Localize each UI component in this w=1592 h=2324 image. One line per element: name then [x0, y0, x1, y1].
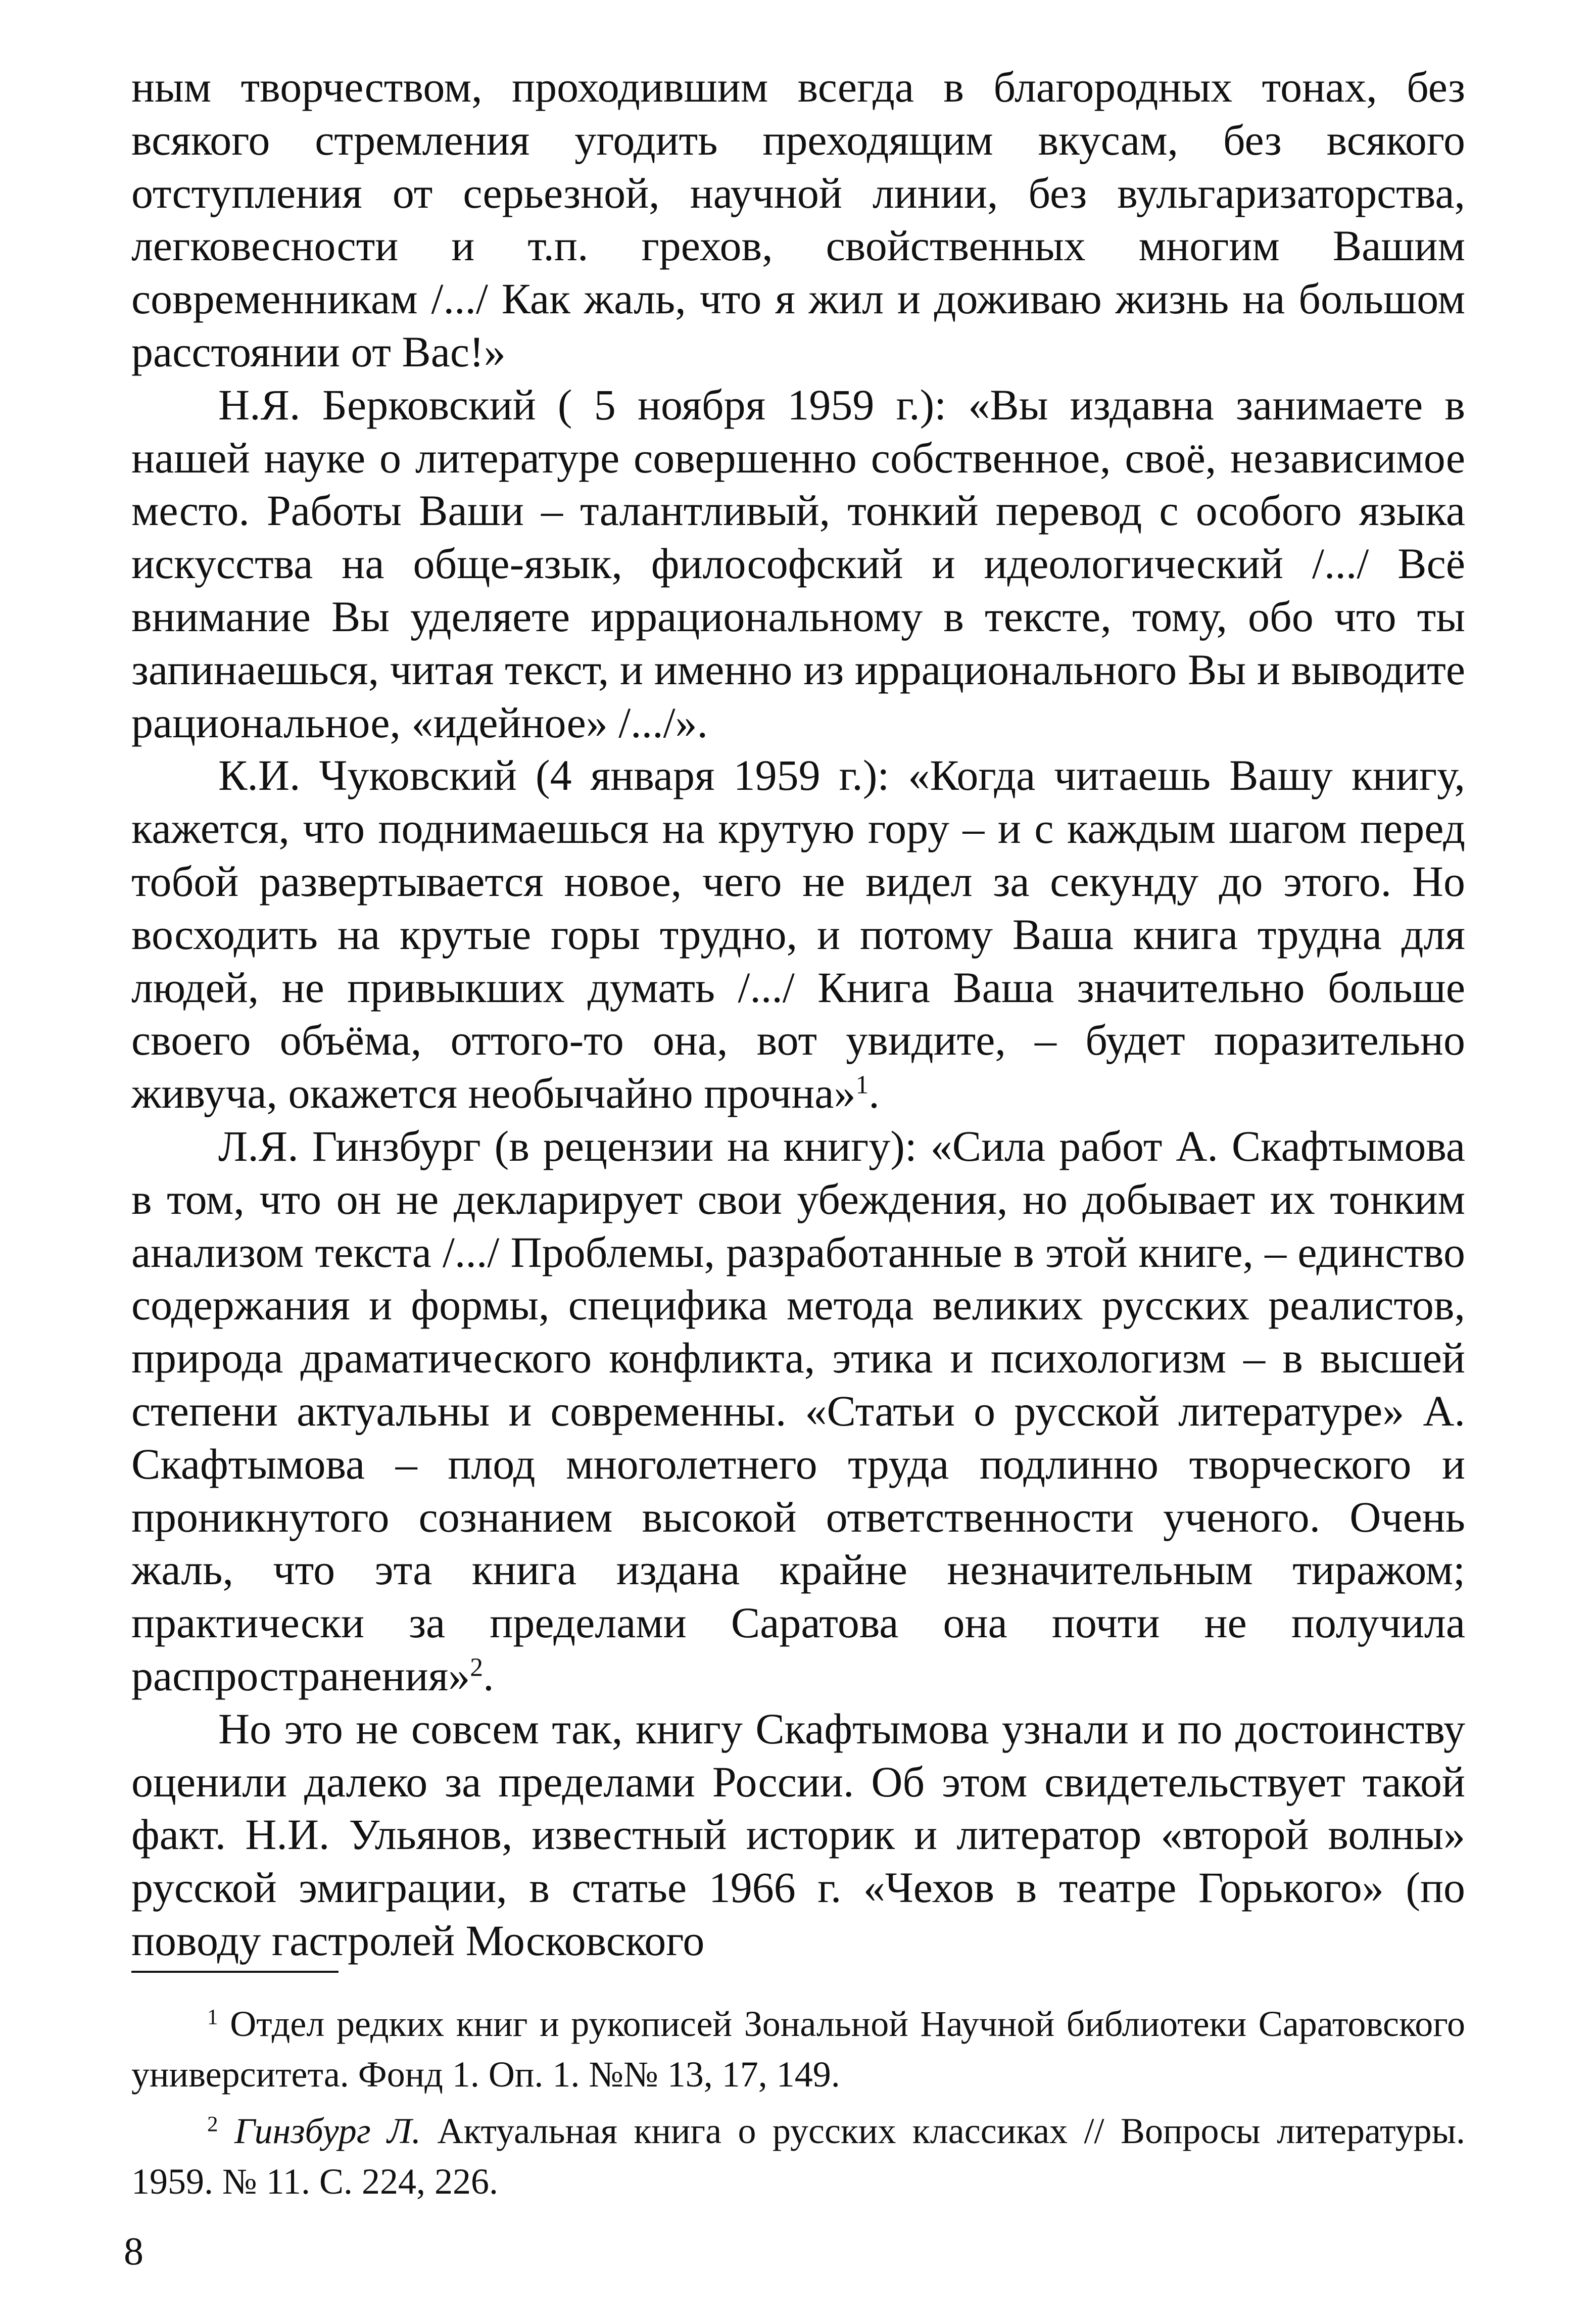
paragraph-berkovsky — [131, 378, 1465, 749]
footnote-mark-1: 1 — [207, 2005, 218, 2029]
footnote-ref-2[interactable]: 2 — [470, 1653, 484, 1682]
footnote-text: Актуальная книга о русских классиках // Вопросы литературы. 1959. № 11. С. 224, 226. — [131, 2111, 1465, 2202]
footnote-ref-1[interactable]: 1 — [855, 1070, 869, 1100]
footnote-mark-2: 2 — [207, 2112, 218, 2137]
footnote-divider — [131, 1971, 339, 1973]
paragraph-continuation — [131, 61, 1465, 378]
paragraph-text: ным творчеством, проходившим всегда в благородных тонах, без всякого стремления угодить преходящим вкусам, без всякого отступления от серьезной, научной линии, без вульгаризаторства, легковесности и т.п. грехов, свойственных многим Вашим современникам /.../ Как жаль, что я жил и доживаю жизнь на большом расстоянии от Вас!» — [131, 63, 1465, 376]
paragraph-text: К.И. Чуковский (4 января 1959 г.): «Когда читаешь Вашу книгу, кажется, что поднимаешься на крутую гору – и с каждым шагом перед тобой развертывается новое, чего не видел за секунду до этого. Но восходить на крутые горы трудно, и потому Ваша книга трудна для людей, не привыкших думать /.../ Книга Ваша значительно больше своего объёма, оттого-то она, вот увидите, – будет поразительно живуча, окажется необычайно прочна» — [131, 751, 1465, 1118]
paragraph-chukovsky — [131, 749, 1465, 1120]
paragraph-text: Но это не совсем так, книгу Скафтымова узнали и по достоинству оценили далеко за пределами России. Об этом свидетельствует такой факт. Н.И. Ульянов, известный историк и литератор «второй волны» русской эмиграции, в статье 1966 г. «Чехов в театре Горького» (по поводу гастролей Московского — [131, 1704, 1465, 1965]
footnote-author: Гинзбург Л. — [218, 2111, 421, 2151]
paragraph-text: Н.Я. Берковский ( 5 ноября 1959 г.): «Вы издавна занимаете в нашей науке о литературе совершенно собственное, своё, независимое место. Работы Ваши – талантливый, тонкий перевод с особого языка искусства на обще-язык, философский и идеологический /.../ Всё внимание Вы уделяете иррациональному в тексте, тому, обо что ты запинаешься, читая текст, и именно из иррационального Вы и выводите рациональное, «идейное» /.../». — [131, 380, 1465, 747]
footnote-2 — [131, 2106, 1465, 2207]
footnote-text: Отдел редких книг и рукописей Зональной Научной библиотеки Саратовского университета. Фонд 1. Оп. 1. №№ 13, 17, 149. — [131, 2004, 1465, 2095]
paragraph-text: Л.Я. Гинзбург (в рецензии на книгу): «Сила работ А. Скафтымова в том, что он не декларирует свои убеждения, но добывает их тонким анализом текста /.../ Проблемы, разработанные в этой книге, – единство содержания и формы, специфика метода великих русских реалистов, природа драматического конфликта, этика и психологизм – в высшей степени актуальны и современны. «Статьи о русской литературе» А. Скафтымова – плод многолетнего труда подлинно творческого и проникнутого сознанием высокой ответственности ученого. Очень жаль, что эта книга издана крайне незначительным тиражом; практически за пределами Саратова она почти не получила распространения» — [131, 1121, 1465, 1700]
main-text — [131, 61, 1465, 1967]
footnote-1 — [131, 1999, 1465, 2100]
page-number: 8 — [124, 2229, 143, 2273]
paragraph-end: . — [869, 1069, 880, 1118]
paragraph-ulyanov — [131, 1702, 1465, 1967]
paragraph-end: . — [483, 1651, 494, 1700]
paragraph-ginzburg — [131, 1120, 1465, 1702]
footnotes — [131, 1999, 1465, 2207]
